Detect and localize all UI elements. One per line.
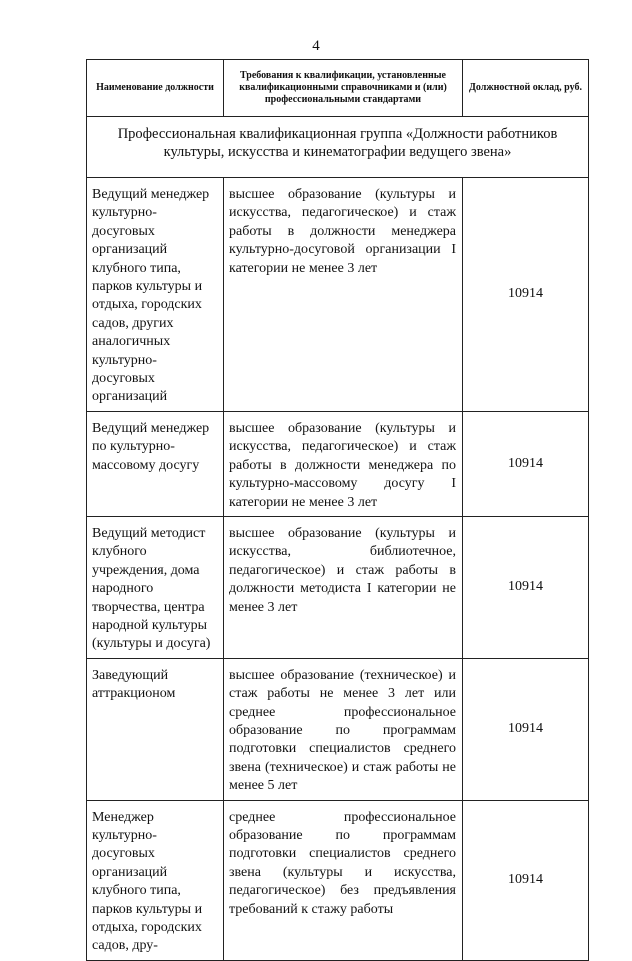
table-row [87,516,589,658]
salary-value: 10914 [463,411,589,516]
table-row [87,800,589,960]
salary-value: 10914 [463,800,589,960]
qualification-requirements: высшее образование (культуры и искусства, педагогическое) и стаж работы в должности менеджера по культурно-массовому досугу I категории не менее 3 лет [224,411,463,516]
salary-value: 10914 [463,658,589,800]
header-position-name: Наименование должности [87,60,224,117]
header-qualification-requirements: Требования к квалификации, установленные квалификационными справочниками и (или) профессиональными стандартами [224,60,463,117]
table-row [87,178,589,412]
table-header-row [87,60,589,117]
qualification-requirements: среднее профессиональное образование по программам подготовки специалистов среднего звена (культуры и искусства, педагогическое) без предъявления требований к стажу работы [224,800,463,960]
table-row [87,658,589,800]
table-row [87,411,589,516]
position-name: Менеджер культурно-досуговых организаций клубного типа, парков культуры и отдыха, городских садов, дру- [87,800,224,960]
qualification-requirements: высшее образование (культуры и искусства, педагогическое) и стаж работы в должности менеджера культурно-досуговой организации I категории не менее 3 лет [224,178,463,412]
salary-value: 10914 [463,516,589,658]
position-name: Ведущий менеджер по культурно-массовому досугу [87,411,224,516]
group-row [87,117,589,178]
salary-table [86,59,589,961]
qualification-requirements: высшее образование (культуры и искусства, библиотечное, педагогическое) и стаж работы в должности методиста I категории не менее 3 лет [224,516,463,658]
position-name: Ведущий методист клубного учреждения, дома народного творчества, центра народной культуры (культуры и досуга) [87,516,224,658]
qualification-requirements: высшее образование (техническое) и стаж работы не менее 3 лет или среднее профессиональное образование по программам подготовки специалистов среднего звена (техническое) и стаж работы не менее 5 лет [224,658,463,800]
group-title: Профессиональная квалификационная группа «Должности работников культуры, искусства и кинематографии ведущего звена» [87,117,589,178]
position-name: Заведующий аттракционом [87,658,224,800]
salary-value: 10914 [463,178,589,412]
header-salary: Должностной оклад, руб. [463,60,589,117]
page-number: 4 [312,38,320,54]
position-name: Ведущий менеджер культурно-досуговых организаций клубного типа, парков культуры и отдыха, городских садов, других аналогичных культурно-досуговых организаций [87,178,224,412]
